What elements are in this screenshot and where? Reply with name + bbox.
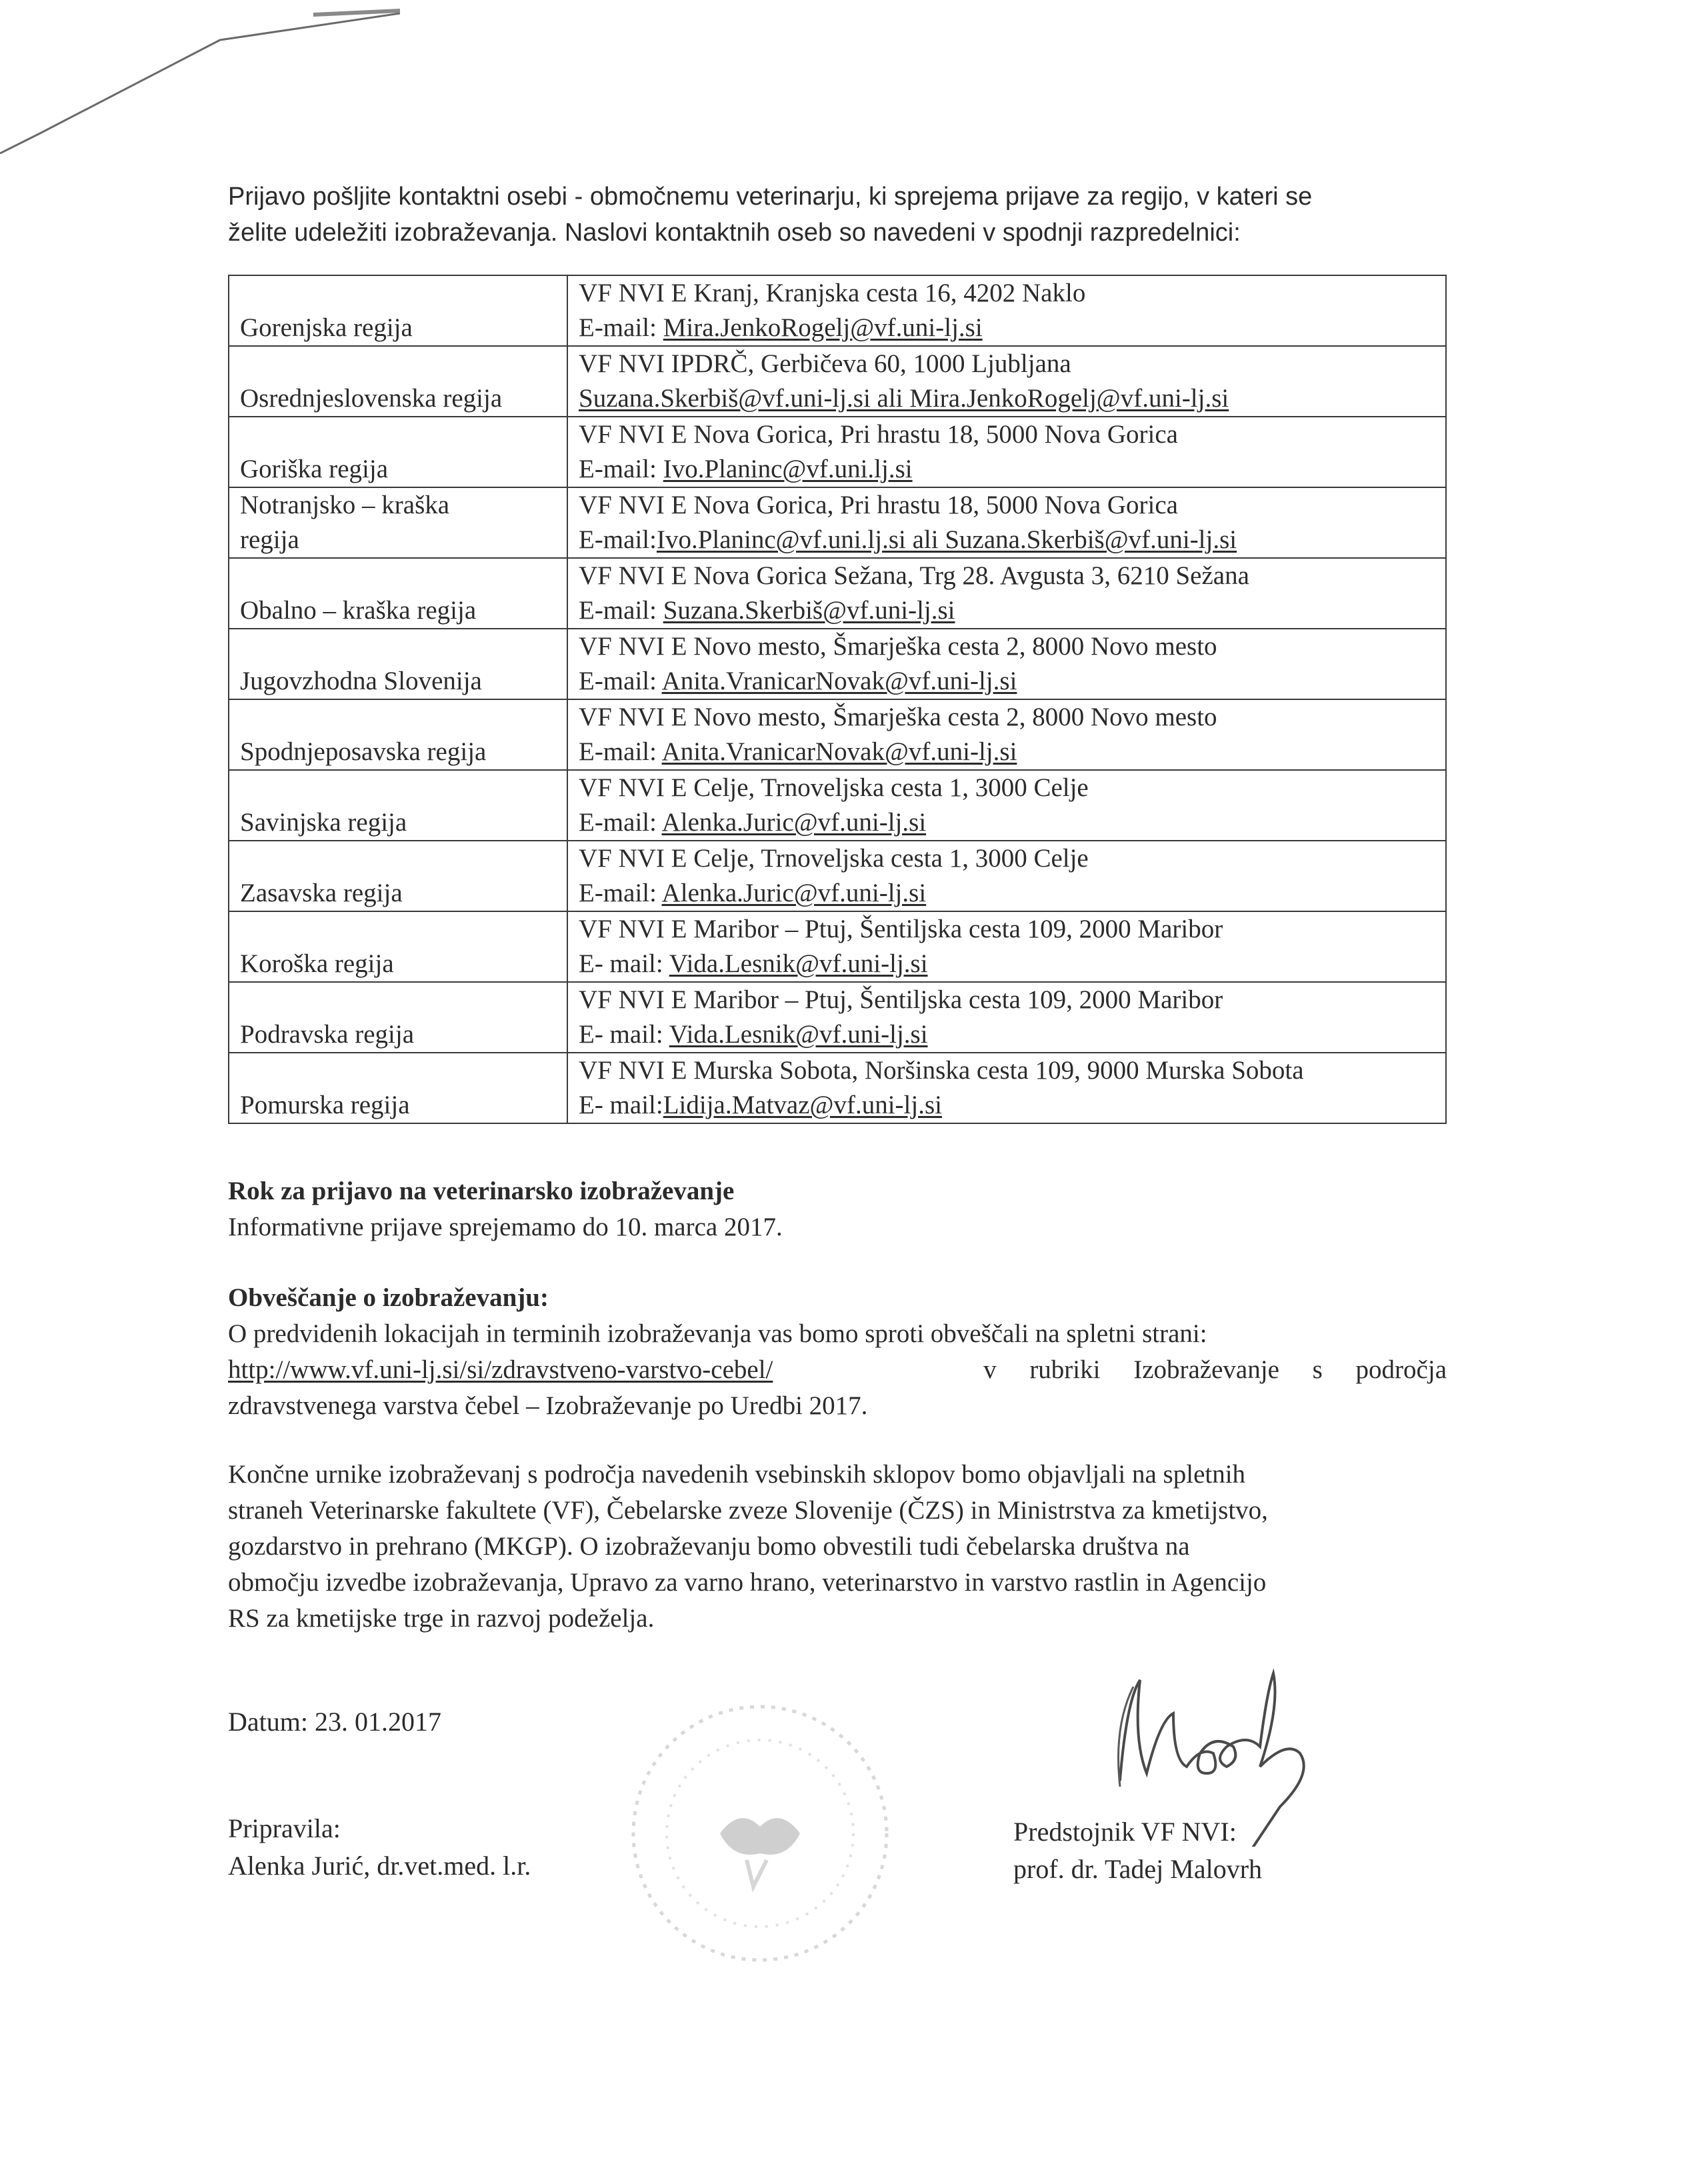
intro-paragraph — [228, 179, 1428, 251]
region-row — [229, 841, 1446, 911]
prepared-by-name: Alenka Jurić, dr.vet.med. l.r. — [228, 1851, 531, 1881]
region-row — [229, 911, 1446, 982]
contact-address: VF NVI E Kranj, Kranjska cesta 16, 4202 Naklo — [579, 279, 1086, 307]
region-name: Zasavska regija — [240, 879, 403, 907]
contact-email[interactable]: Alenka.Juric@vf.uni-lj.si — [661, 879, 927, 907]
notice-line: zdravstvenega varstva čebel – Izobraževanje po Uredbi 2017. — [228, 1391, 868, 1420]
region-name: regija — [240, 525, 299, 554]
contact-cell — [567, 911, 1446, 982]
region-row — [229, 417, 1446, 487]
contact-email-line — [579, 523, 1435, 557]
contacts-table-body — [229, 275, 1446, 1123]
deadline-section — [228, 1173, 1447, 1245]
contact-email-line — [579, 876, 1435, 911]
region-row — [229, 487, 1446, 558]
contact-email[interactable]: Vida.Lesnik@vf.uni-lj.si — [669, 949, 928, 978]
region-name-cell — [229, 417, 567, 487]
contact-email-line — [579, 593, 1435, 628]
contact-email-line — [579, 381, 1435, 416]
email-prefix: E-mail: — [579, 667, 662, 695]
contact-email[interactable]: Mira.JenkoRogelj@vf.uni-lj.si — [663, 313, 983, 342]
contact-cell — [567, 487, 1446, 558]
contact-email[interactable]: Suzana.Skerbiš@vf.uni-lj.si ali Mira.JenkoRogelj@vf.uni-lj.si — [579, 384, 1229, 413]
region-name-cell — [229, 487, 567, 558]
region-name-cell — [229, 558, 567, 629]
contact-address: VF NVI E Nova Gorica, Pri hrastu 18, 5000 Nova Gorica — [579, 420, 1178, 449]
contact-email[interactable]: Ivo.Planinc@vf.uni.lj.si — [663, 455, 913, 483]
intro-line: Prijavo pošljite kontaktni osebi - območnemu veterinarju, ki sprejema prijave za regijo, v kateri se — [228, 183, 1313, 211]
contacts-table — [228, 275, 1447, 1124]
contact-cell — [567, 770, 1446, 841]
region-row — [229, 275, 1446, 346]
contact-address: VF NVI E Celje, Trnoveljska cesta 1, 3000 Celje — [579, 844, 1089, 873]
scan-edge-mark — [0, 0, 400, 173]
region-name: Goriška regija — [240, 455, 389, 483]
contact-email[interactable]: Ivo.Planinc@vf.uni.lj.si ali Suzana.Skerbiš@vf.uni-lj.si — [656, 525, 1237, 554]
region-row — [229, 629, 1446, 699]
region-name: Podravska regija — [240, 1020, 415, 1049]
website-link[interactable]: http://www.vf.uni-lj.si/si/zdravstveno-varstvo-cebel/ — [228, 1355, 773, 1384]
contact-email-line — [579, 664, 1435, 699]
region-row — [229, 699, 1446, 770]
contact-cell — [567, 629, 1446, 699]
contact-email-line — [579, 735, 1435, 769]
contact-email[interactable]: Lidija.Matvaz@vf.uni-lj.si — [663, 1091, 942, 1119]
head-label: Predstojnik VF NVI: — [1013, 1817, 1237, 1847]
region-row — [229, 770, 1446, 841]
region-name: Osrednjeslovenska regija — [240, 384, 503, 413]
region-name-cell — [229, 1053, 567, 1123]
contact-email-line — [579, 1017, 1435, 1052]
contact-address: VF NVI IPDRČ, Gerbičeva 60, 1000 Ljubljana — [579, 349, 1071, 378]
region-name-cell — [229, 770, 567, 841]
contact-email[interactable]: Alenka.Juric@vf.uni-lj.si — [661, 808, 927, 837]
email-prefix: E-mail: — [579, 313, 663, 342]
final-line: straneh Veterinarske fakultete (VF), Čebelarske zveze Slovenije (ČZS) in Ministrstva za kmetijstvo, — [228, 1496, 1268, 1525]
prepared-by-label: Pripravila: — [228, 1813, 341, 1843]
final-line: RS za kmetijske trge in razvoj podeželja. — [228, 1604, 655, 1633]
contact-email-line — [579, 947, 1435, 981]
email-prefix: E-mail: — [579, 455, 663, 483]
contact-email[interactable]: Anita.VranicarNovak@vf.uni-lj.si — [661, 667, 1017, 695]
date-line: Datum: 23. 01.2017 — [228, 1707, 441, 1737]
contact-email[interactable]: Anita.VranicarNovak@vf.uni-lj.si — [661, 737, 1017, 766]
region-name-cell — [229, 275, 567, 346]
contact-address: VF NVI E Maribor – Ptuj, Šentiljska cesta 109, 2000 Maribor — [579, 915, 1223, 943]
contact-cell — [567, 346, 1446, 417]
email-prefix: E-mail: — [579, 808, 662, 837]
email-prefix: E-mail: — [579, 879, 662, 907]
region-name-cell — [229, 699, 567, 770]
email-prefix: E- mail: — [579, 949, 669, 978]
final-line: gozdarstvo in prehrano (MKGP). O izobraževanju bomo obvestili tudi čebelarska društva na — [228, 1532, 1190, 1561]
region-name: Koroška regija — [240, 949, 394, 978]
email-prefix: E- mail: — [579, 1091, 663, 1119]
region-name: Savinjska regija — [240, 808, 407, 837]
contact-email[interactable]: Vida.Lesnik@vf.uni-lj.si — [669, 1020, 928, 1049]
contact-address: VF NVI E Maribor – Ptuj, Šentiljska cesta 109, 2000 Maribor — [579, 985, 1223, 1014]
region-row — [229, 346, 1446, 417]
region-name: Pomurska regija — [240, 1091, 410, 1119]
head-name: prof. dr. Tadej Malovrh — [1013, 1854, 1263, 1884]
region-name-cell — [229, 346, 567, 417]
final-paragraph — [228, 1457, 1447, 1637]
prepared-by-block — [228, 1810, 531, 1885]
notice-section — [228, 1280, 1447, 1424]
contact-email[interactable]: Suzana.Skerbiš@vf.uni-lj.si — [663, 596, 955, 625]
contact-address: VF NVI E Murska Sobota, Noršinska cesta 109, 9000 Murska Sobota — [579, 1056, 1304, 1085]
email-prefix: E- mail: — [579, 1020, 669, 1049]
region-name: Gorenjska regija — [240, 313, 413, 342]
handwritten-signature — [1093, 1647, 1387, 1847]
contact-cell — [567, 841, 1446, 911]
contact-cell — [567, 558, 1446, 629]
email-prefix: E-mail: — [579, 525, 657, 554]
notice-link-line — [228, 1352, 1447, 1388]
contact-address: VF NVI E Nova Gorica, Pri hrastu 18, 5000 Nova Gorica — [579, 491, 1178, 519]
region-row — [229, 1053, 1446, 1123]
contact-cell — [567, 1053, 1446, 1123]
region-name-cell — [229, 982, 567, 1053]
contact-address: VF NVI E Celje, Trnoveljska cesta 1, 3000 Celje — [579, 773, 1089, 802]
contact-address: VF NVI E Novo mesto, Šmarješka cesta 2, 8000 Novo mesto — [579, 703, 1217, 731]
notice-heading: Obveščanje o izobraževanju: — [228, 1283, 549, 1312]
region-name-cell — [229, 911, 567, 982]
region-name: Notranjsko – kraška — [240, 491, 450, 519]
contact-address: VF NVI E Nova Gorica Sežana, Trg 28. Avgusta 3, 6210 Sežana — [579, 561, 1249, 590]
contact-email-line — [579, 1088, 1435, 1123]
contact-address: VF NVI E Novo mesto, Šmarješka cesta 2, 8000 Novo mesto — [579, 632, 1217, 661]
region-name: Obalno – kraška regija — [240, 596, 477, 625]
deadline-heading: Rok za prijavo na veterinarsko izobraževanje — [228, 1177, 735, 1205]
contact-email-line — [579, 452, 1435, 487]
notice-line: O predvidenih lokacijah in terminih izobraževanja vas bomo sproti obveščali na spletni strani: — [228, 1319, 1207, 1348]
email-prefix: E-mail: — [579, 737, 662, 766]
contact-email-line — [579, 805, 1435, 840]
official-stamp — [620, 1693, 900, 1973]
region-row — [229, 558, 1446, 629]
final-line: območju izvedbe izobraževanja, Upravo za varno hrano, veterinarstvo in varstvo rastlin in Agencijo — [228, 1568, 1267, 1597]
region-name-cell — [229, 841, 567, 911]
notice-line-rest: v rubriki Izobraževanje s področja — [983, 1355, 1447, 1384]
region-name: Spodnjeposavska regija — [240, 737, 487, 766]
deadline-text: Informativne prijave sprejemamo do 10. marca 2017. — [228, 1213, 783, 1241]
final-line: Končne urnike izobraževanj s področja navedenih vsebinskih sklopov bomo objavljali na spletnih — [228, 1460, 1246, 1489]
region-name: Jugovzhodna Slovenija — [240, 667, 482, 695]
contact-cell — [567, 982, 1446, 1053]
contact-cell — [567, 699, 1446, 770]
email-prefix: E-mail: — [579, 596, 663, 625]
intro-line: želite udeležiti izobraževanja. Naslovi kontaktnih oseb so navedeni v spodnji razpredelnici: — [228, 219, 1241, 247]
contact-cell — [567, 417, 1446, 487]
contact-email-line — [579, 311, 1435, 345]
region-name-cell — [229, 629, 567, 699]
region-row — [229, 982, 1446, 1053]
contact-cell — [567, 275, 1446, 346]
